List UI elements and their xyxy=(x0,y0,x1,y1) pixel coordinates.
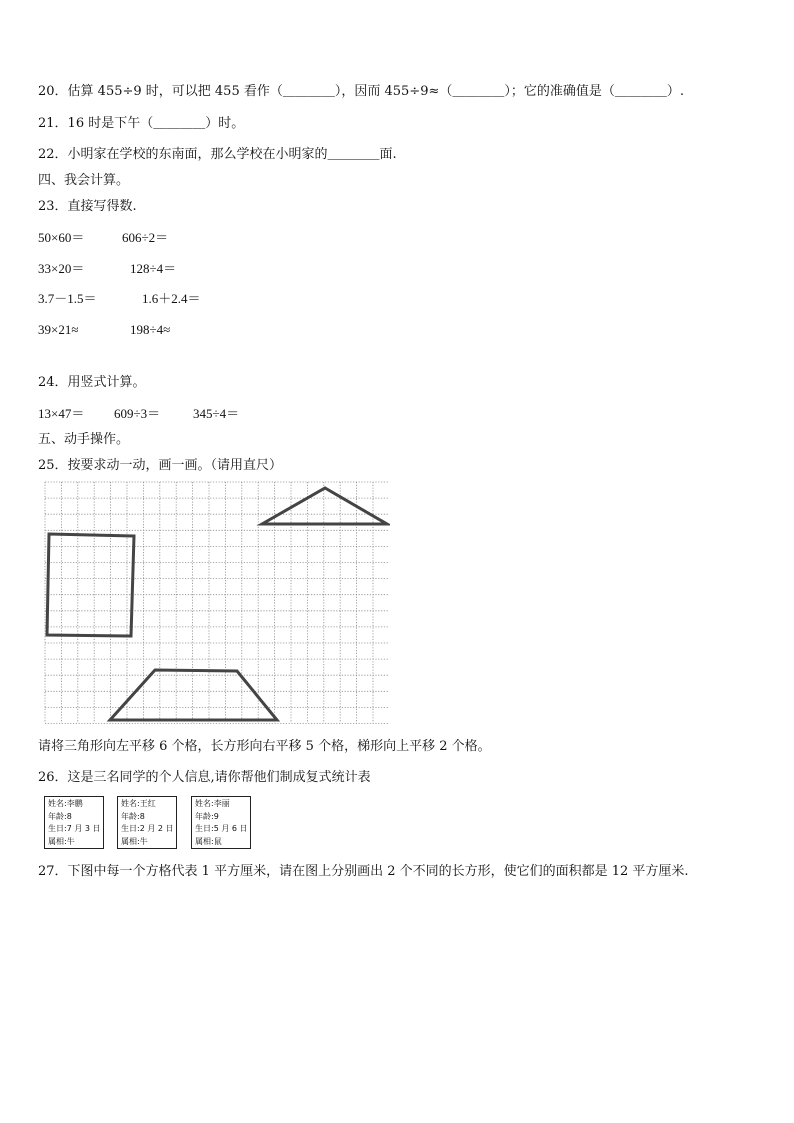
info-card-2 xyxy=(117,796,177,849)
question-22: 22．小明家在学校的东南面，那么学校在小明家的＿＿＿＿面. xyxy=(38,147,397,162)
card-1-name: 姓名:李鹏 xyxy=(48,799,83,808)
section-4-heading: 四、我会计算。 xyxy=(38,173,130,188)
question-21: 21．16 时是下午（＿＿＿＿）时。 xyxy=(38,116,245,131)
info-card-1 xyxy=(44,796,104,849)
calc-24-3: 345÷4＝ xyxy=(193,406,240,421)
calc-23-2a: 33×20＝ xyxy=(38,261,85,276)
calc-23-3a: 3.7－1.5＝ xyxy=(38,291,97,306)
card-2-zodiac: 属相:牛 xyxy=(121,836,148,846)
calc-23-2b: 128÷4＝ xyxy=(130,261,177,276)
question-26: 26．这是三名同学的个人信息,请你帮他们制成复式统计表 xyxy=(38,770,371,785)
rectangle-shape xyxy=(47,534,134,636)
calc-23-1a: 50×60＝ xyxy=(38,230,85,245)
question-25: 25．按要求动一动，画一画。（请用直尺） xyxy=(38,458,283,473)
info-card-3 xyxy=(191,796,251,849)
card-1-zodiac: 属相:牛 xyxy=(48,836,75,846)
card-2-birthday: 生日:2 月 2 日 xyxy=(121,824,174,833)
grid-lines xyxy=(45,482,388,724)
calc-23-4a: 39×21≈ xyxy=(38,322,79,337)
calc-24-1: 13×47＝ xyxy=(38,406,85,421)
card-1-age: 年龄:8 xyxy=(48,811,72,821)
card-1-birthday: 生日:7 月 3 日 xyxy=(48,824,101,833)
calc-24-2: 609÷3＝ xyxy=(114,406,161,421)
question-23: 23．直接写得数. xyxy=(38,199,137,214)
dotted-grid-figure xyxy=(44,481,390,725)
question-20: 20．估算 455÷9 时，可以把 455 看作（＿＿＿＿），因而 455÷9≈（＿＿＿＿）；它的准确值是（＿＿＿＿）. xyxy=(38,84,684,99)
grid-svg xyxy=(44,481,390,725)
calc-23-3b: 1.6＋2.4＝ xyxy=(142,291,201,306)
question-27: 27．下图中每一个方格代表 1 平方厘米，请在图上分别画出 2 个不同的长方形，使它们的面积都是 12 平方厘米. xyxy=(38,864,689,879)
card-3-zodiac: 属相:鼠 xyxy=(195,836,222,846)
calc-23-1b: 606÷2＝ xyxy=(122,230,169,245)
calc-23-4b: 198÷4≈ xyxy=(130,322,171,337)
card-3-birthday: 生日:5 月 6 日 xyxy=(195,824,248,833)
triangle-shape xyxy=(262,488,387,524)
question-25-instruction: 请将三角形向左平移 6 个格，长方形向右平移 5 个格，梯形向上平移 2 个格。 xyxy=(38,739,491,754)
trapezoid-shape xyxy=(110,670,277,720)
card-3-age: 年龄:9 xyxy=(195,811,219,821)
card-3-name: 姓名:李丽 xyxy=(195,799,230,808)
card-2-age: 年龄:8 xyxy=(121,811,145,821)
section-5-heading: 五、动手操作。 xyxy=(38,432,130,447)
card-2-name: 姓名:王红 xyxy=(121,799,156,808)
question-24: 24．用竖式计算。 xyxy=(38,375,146,390)
